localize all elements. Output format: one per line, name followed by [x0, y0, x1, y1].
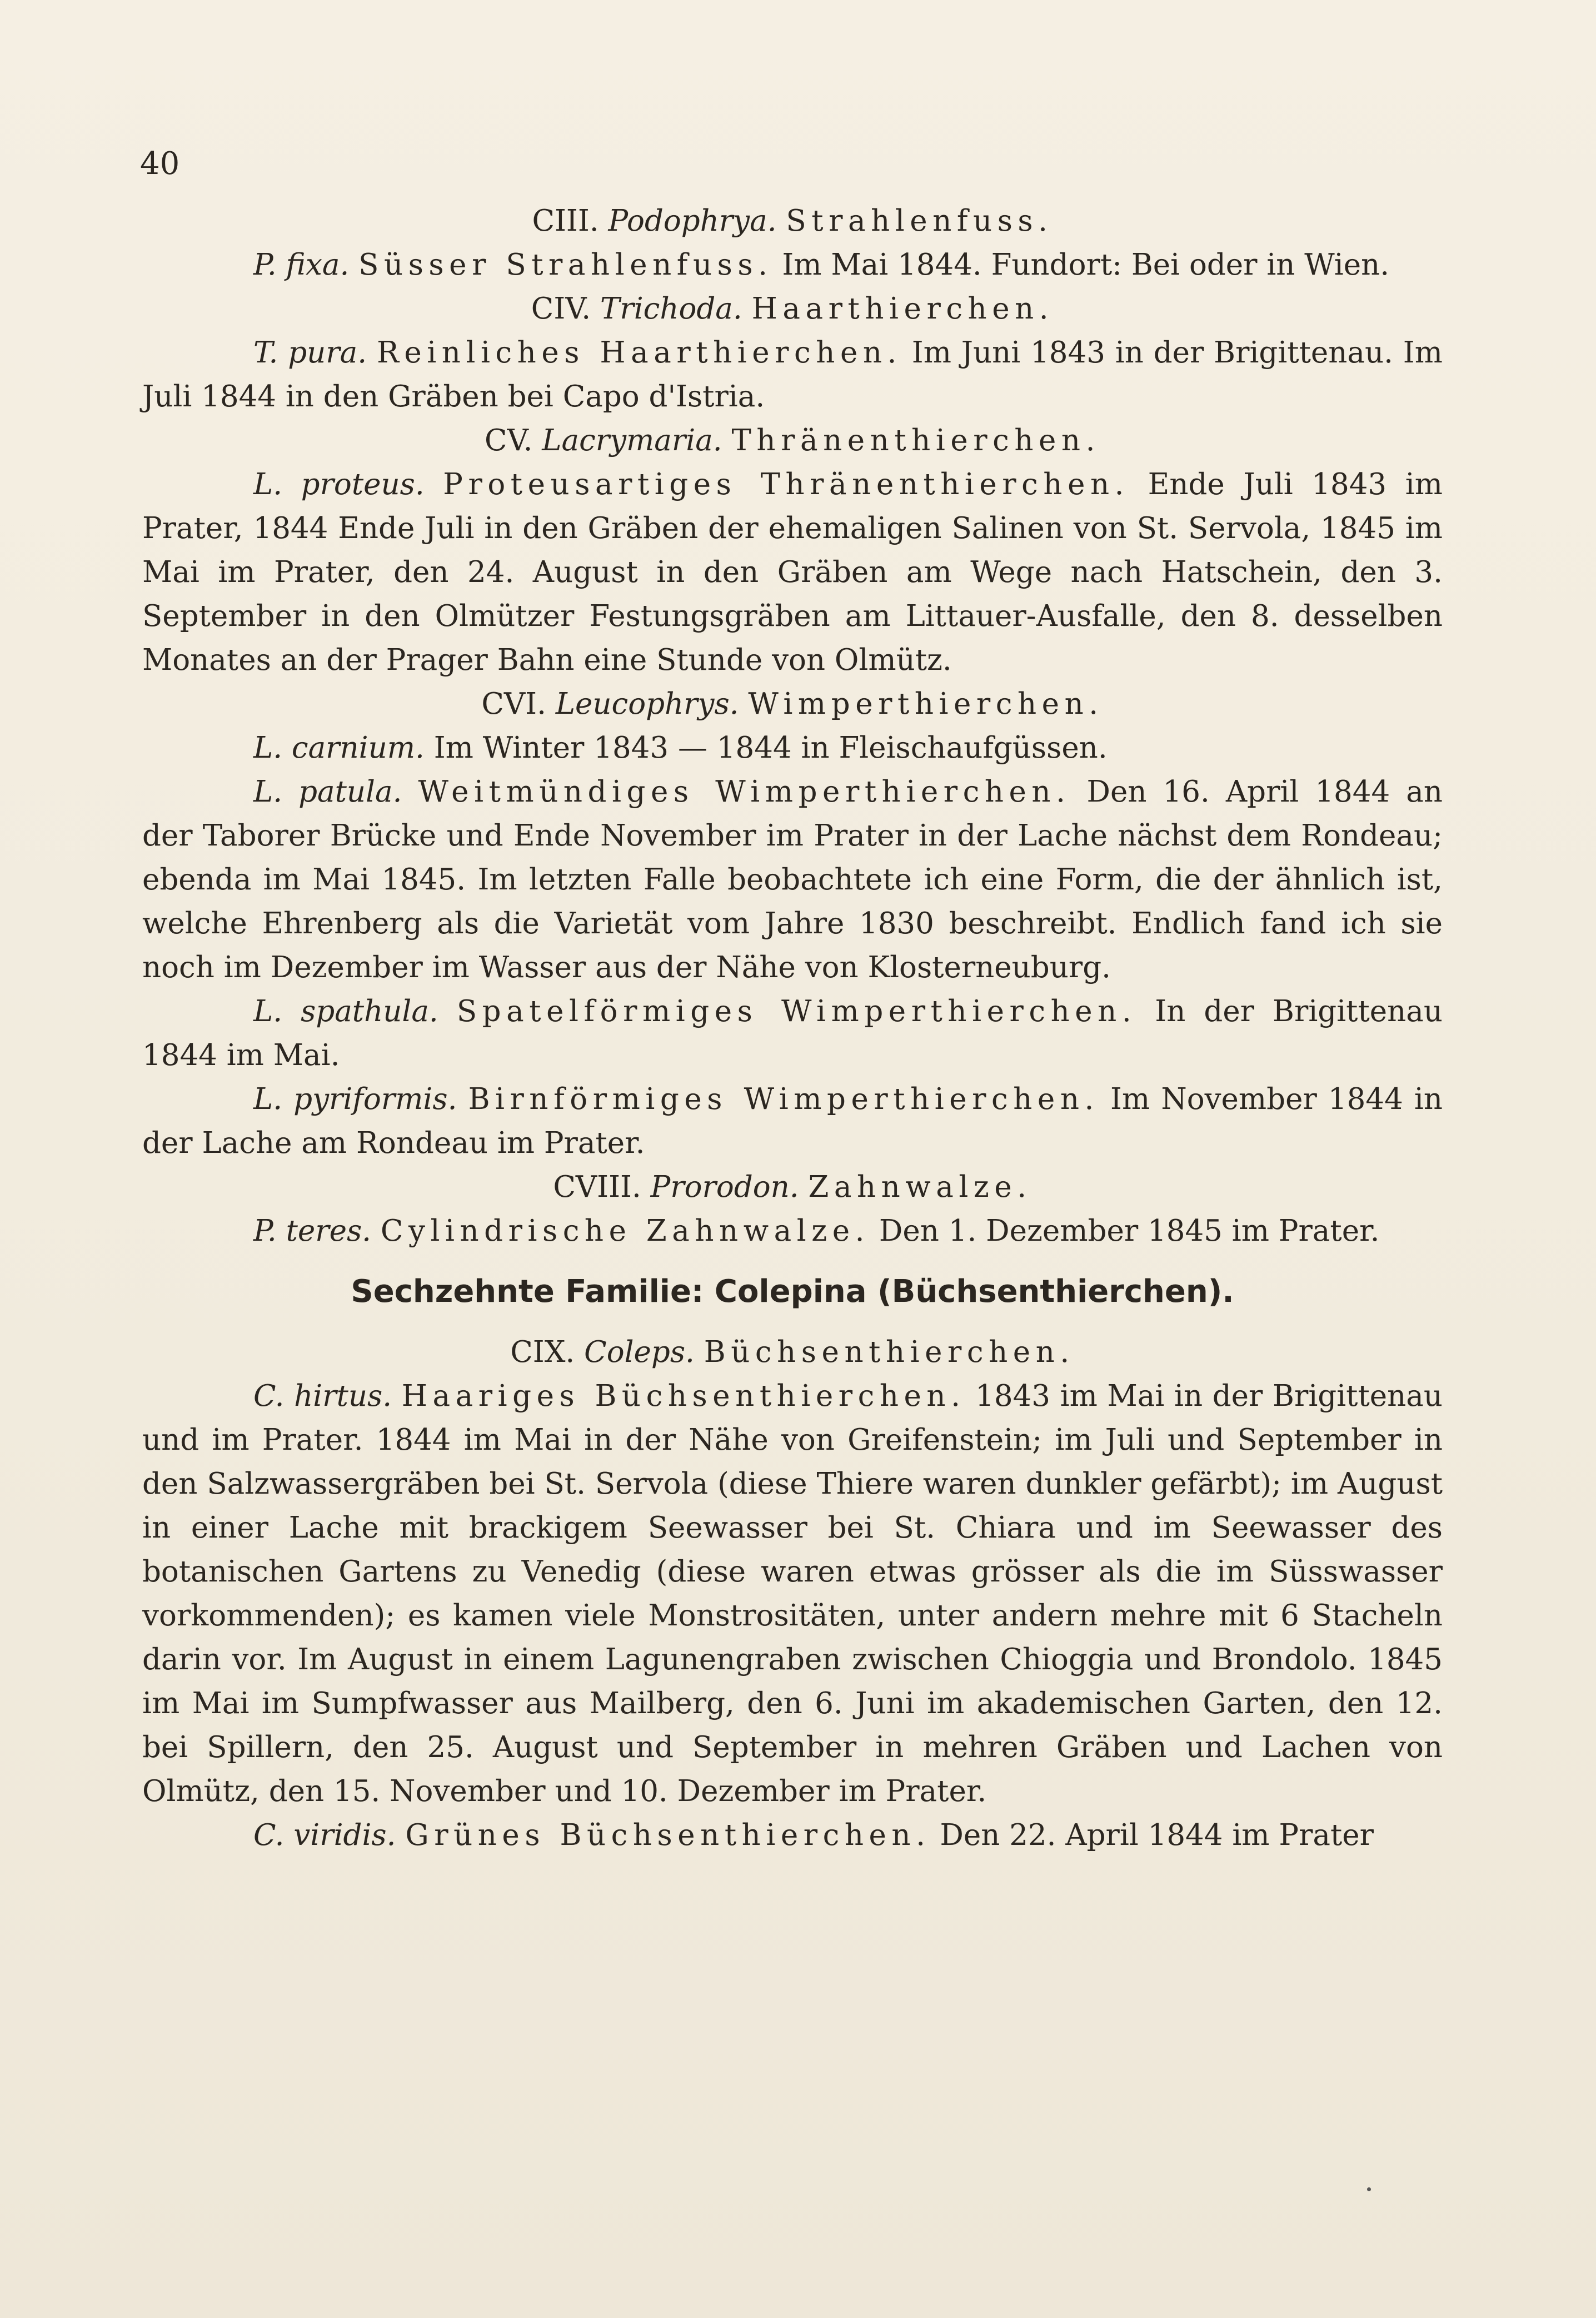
species-text: Im November 1844 in der Lache am Rondeau im Prater.: [142, 1082, 1443, 1160]
species-abbr-wrap: [253, 994, 438, 1028]
ink-speck: [1367, 2187, 1371, 2191]
species-abbr: L. proteus.: [253, 467, 425, 501]
species-text: 1843 im Mai in der Brigittenau und im Prater. 1844 im Mai in der Nähe von Greifenstein; im Juli und September in den Salzwassergräben bei St. Servola (diese Thiere waren dunkler gefärbt); im August in einer Lache mit brackigem Seewasser bei St. Chiara und im Seewasser des botanischen Gartens zu Venedig (diese waren etwas grösser als die im Süsswasser vorkommenden); es kamen viele Monstrositäten, unter andern mehre mit 6 Stacheln darin vor. Im August in einem Lagunengraben zwischen Chioggia und Brondolo. 1845 im Mai im Sumpfwasser aus Mailberg, den 6. Juni im akademischen Garten, den 12. bei Spillern, den 25. August und September in mehren Gräben und Lachen von Olmütz, den 15. November und 10. Dezember im Prater.: [142, 1379, 1443, 1808]
genus-heading: [142, 419, 1443, 462]
page-body: [142, 199, 1443, 1857]
species-abbr: C. hirtus.: [253, 1379, 392, 1413]
species-abbr: T. pura.: [253, 336, 367, 370]
species-common-name: Grünes Büchsenthierchen.: [405, 1818, 931, 1852]
species-entry: [142, 331, 1443, 419]
genus-common-name: Büchsenthierchen.: [704, 1335, 1075, 1369]
species-common-name: Haariges Büchsenthierchen.: [401, 1379, 966, 1413]
genus-name-wrap: [584, 1335, 695, 1369]
genus-number: CVI.: [481, 687, 546, 721]
species-common-name: Proteusartiges Thränenthierchen.: [443, 467, 1130, 501]
species-abbr: L. patula.: [253, 775, 402, 809]
genus-heading: [142, 287, 1443, 331]
species-entry: [142, 1209, 1443, 1253]
genus-name: Leucophrys.: [555, 687, 739, 721]
species-entry: [142, 462, 1443, 682]
genus-common-name: Zahnwalze.: [808, 1170, 1032, 1204]
species-abbr-wrap: [253, 467, 425, 501]
species-common-name: Cylindrische Zahnwalze.: [380, 1214, 870, 1248]
species-text: Den 16. April 1844 an der Taborer Brücke und Ende November im Prater in der Lache nächst dem Rondeau; ebenda im Mai 1845. Im letzten Falle beobachtete ich eine Form, die der ähnlich ist, welche Ehrenberg als die Varietät vom Jahre 1830 beschreibt. Endlich fand ich sie noch im Dezember im Wasser aus der Nähe von Klosterneuburg.: [142, 775, 1443, 984]
species-abbr: P. teres.: [253, 1214, 372, 1248]
genus-heading: [142, 1330, 1443, 1374]
species-abbr-wrap: [253, 1214, 371, 1248]
genus-name-wrap: [600, 292, 742, 326]
species-text: Im Winter 1843 — 1844 in Fleischaufgüssen.: [433, 731, 1108, 765]
species-common-name: Weitmündiges Wimperthierchen.: [418, 775, 1071, 809]
species-abbr: L. pyriformis.: [253, 1082, 457, 1116]
genus-name: Lacrymaria.: [542, 424, 722, 457]
species-text: Ende Juli 1843 im Prater, 1844 Ende Juli in den Gräben der ehemaligen Salinen von St. Servola, 1845 im Mai im Prater, den 24. August in den Gräben am Wege nach Hatschein, den 3. September in den Olmützer Festungsgräben am Littauer-Ausfalle, den 8. desselben Monates an der Prager Bahn eine Stunde von Olmütz.: [142, 467, 1443, 677]
species-text: Den 22. April 1844 im Prater: [940, 1818, 1374, 1852]
species-common-name: Spatelförmiges Wimperthierchen.: [456, 994, 1137, 1028]
genus-heading: [142, 682, 1443, 726]
genus-number: CVIII.: [553, 1170, 641, 1204]
species-entry: [142, 1077, 1443, 1165]
species-text: Den 1. Dezember 1845 im Prater.: [879, 1214, 1380, 1248]
species-abbr-wrap: [253, 248, 349, 282]
genus-name: Trichoda.: [600, 292, 742, 326]
species-entry: [142, 1374, 1443, 1813]
species-abbr: P. fixa.: [253, 248, 350, 282]
species-abbr-wrap: [253, 336, 367, 370]
species-abbr-wrap: [253, 1818, 396, 1852]
species-abbr-wrap: [253, 731, 425, 765]
species-text: In der Brigittenau 1844 im Mai.: [142, 994, 1443, 1072]
genus-common-name: Strahlenfuss.: [786, 204, 1053, 238]
species-abbr-wrap: [253, 1379, 392, 1413]
species-entry: [142, 770, 1443, 989]
genus-name-wrap: [651, 1170, 799, 1204]
species-abbr: C. viridis.: [253, 1818, 396, 1852]
species-abbr-wrap: [253, 775, 402, 809]
page-number: 40: [140, 146, 180, 182]
species-common-name: Süsser Strahlenfuss.: [358, 248, 773, 282]
genus-name: Prorodon.: [650, 1170, 799, 1204]
genus-name-wrap: [542, 424, 722, 457]
species-abbr-wrap: [253, 1082, 457, 1116]
genus-number: CIV.: [531, 292, 591, 326]
species-text: Im Juni 1843 in der Brigittenau. Im Juli 1844 in den Gräben bei Capo d'Istria.: [142, 336, 1443, 414]
species-abbr: L. spathula.: [253, 994, 438, 1028]
species-entry: [142, 989, 1443, 1077]
species-text: Im Mai 1844. Fundort: Bei oder in Wien.: [782, 248, 1390, 282]
genus-heading: [142, 199, 1443, 243]
genus-name-wrap: [609, 204, 777, 238]
species-entry: [142, 726, 1443, 770]
species-common-name: Reinliches Haarthierchen.: [376, 336, 902, 370]
species-abbr: L. carnium.: [253, 731, 425, 765]
genus-number: CIII.: [532, 204, 599, 238]
species-common-name: Birnförmiges Wimperthierchen.: [468, 1082, 1099, 1116]
genus-name: Coleps.: [584, 1335, 695, 1369]
species-entry: [142, 243, 1443, 287]
genus-heading: [142, 1165, 1443, 1209]
genus-name: Podophrya.: [608, 204, 777, 238]
genus-common-name: Haarthierchen.: [751, 292, 1054, 326]
genus-common-name: Wimperthierchen.: [748, 687, 1104, 721]
genus-number: CIX.: [510, 1335, 575, 1369]
genus-common-name: Thränenthierchen.: [731, 424, 1100, 457]
family-heading: [142, 1270, 1443, 1314]
species-entry: [142, 1813, 1443, 1857]
genus-number: CV.: [485, 424, 533, 457]
genus-name-wrap: [556, 687, 739, 721]
family-title: Sechzehnte Familie: Colepina (Büchsenthierchen).: [351, 1274, 1234, 1310]
